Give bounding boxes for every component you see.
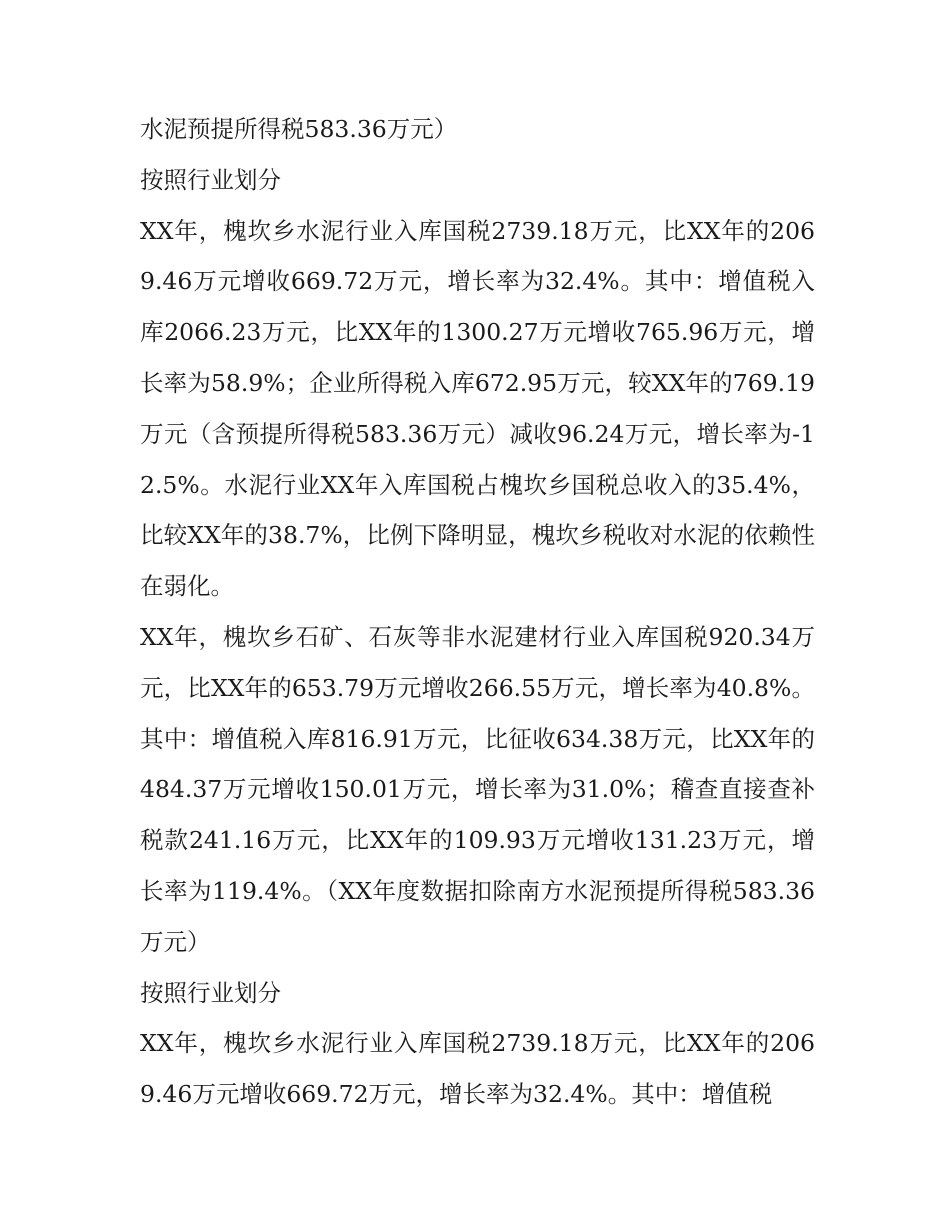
paragraph-non-cement-materials: XX年，槐坎乡石矿、石灰等非水泥建材行业入库国税920.34万元，比XX年的653.79万元增收266.55万元，增长率为40.8%。其中：增值税入库816.91万元，比征收634.38万元，比XX年的484.37万元增收150.01万元，增长率为31.0%；稽查直接查补税款241.16万元，比XX年的109.93万元增收131.23万元，增长率为119.4%。（XX年度数据扣除南方水泥预提所得税583.36万元） — [140, 622, 815, 956]
paragraph-cement-industry: XX年，槐坎乡水泥行业入库国税2739.18万元，比XX年的2069.46万元增收669.72万元，增长率为32.4%。其中：增值税入库2066.23万元，比XX年的1300.27万元增收765.96万元，增长率为58.9%；企业所得税入库672.95万元，较XX年的769.19万元（含预提所得税583.36万元）减收96.24万元，增长率为-12.5%。水泥行业XX年入库国税占槐坎乡国税总收入的35.4%，比较XX年的38.7%，比例下降明显，槐坎乡税收对水泥的依赖性在弱化。 — [140, 216, 815, 601]
section-heading-repeat: 按照行业划分 — [140, 978, 281, 1007]
paragraph-cement-industry-repeat: XX年，槐坎乡水泥行业入库国税2739.18万元，比XX年的2069.46万元增收669.72万元，增长率为32.4%。其中：增值税 — [140, 1029, 815, 1109]
section-heading: 按照行业划分 — [140, 165, 281, 194]
paragraph-continuation: 水泥预提所得税583.36万元） — [140, 115, 458, 143]
document-body — [140, 104, 815, 1120]
